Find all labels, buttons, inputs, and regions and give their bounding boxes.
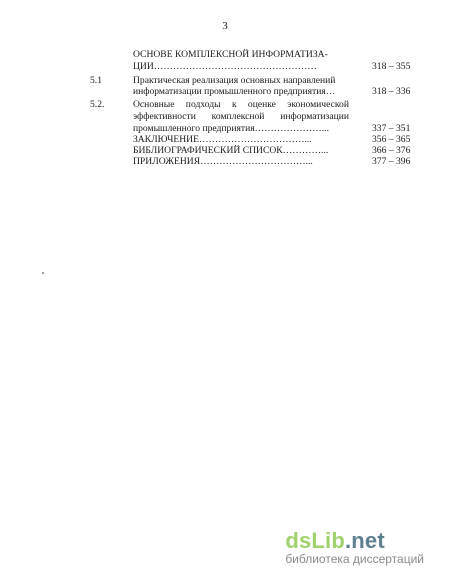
toc-title-line: ПРИЛОЖЕНИЯ……………………………... (133, 156, 313, 167)
toc-title-line: ЦИИ…………………………………………… (133, 61, 317, 72)
toc-title-line: ЗАКЛЮЧЕНИЕ……………………………... (133, 134, 312, 145)
toc-number: 5.1 (90, 75, 102, 86)
toc-title-line: Основные подходы к оценке экономической (133, 99, 349, 110)
toc-pages: 337 – 351 (372, 123, 411, 134)
toc-title-line: Практическая реализация основных направлений (133, 75, 336, 86)
toc-title-line: БИБЛИОГРАФИЧЕСКИЙ СПИСОК…………... (133, 145, 329, 156)
toc-title-line: ОСНОВЕ КОМПЛЕКСНОЙ ИНФОРМАТИЗА- (133, 49, 328, 60)
toc-pages: 377 – 396 (372, 156, 411, 167)
toc-pages: 318 – 355 (372, 61, 411, 72)
toc-number: 5.2. (90, 99, 105, 110)
toc-title-line: эффективности комплексной информатизации (133, 111, 349, 122)
toc-pages: 366 – 376 (372, 145, 411, 156)
watermark-logo: dsLib.net (285, 528, 385, 553)
watermark (285, 528, 424, 566)
scan-speck (42, 272, 44, 274)
toc-pages: 356 – 365 (372, 134, 411, 145)
toc-pages: 318 – 336 (372, 86, 411, 97)
toc-title-line: информатизации промышленного предприятия… (133, 86, 336, 97)
page-number: 3 (222, 20, 228, 32)
watermark-subtitle: библиотека диссертаций (285, 552, 424, 566)
toc-title-line: промышленного предприятия…………………... (133, 123, 329, 134)
